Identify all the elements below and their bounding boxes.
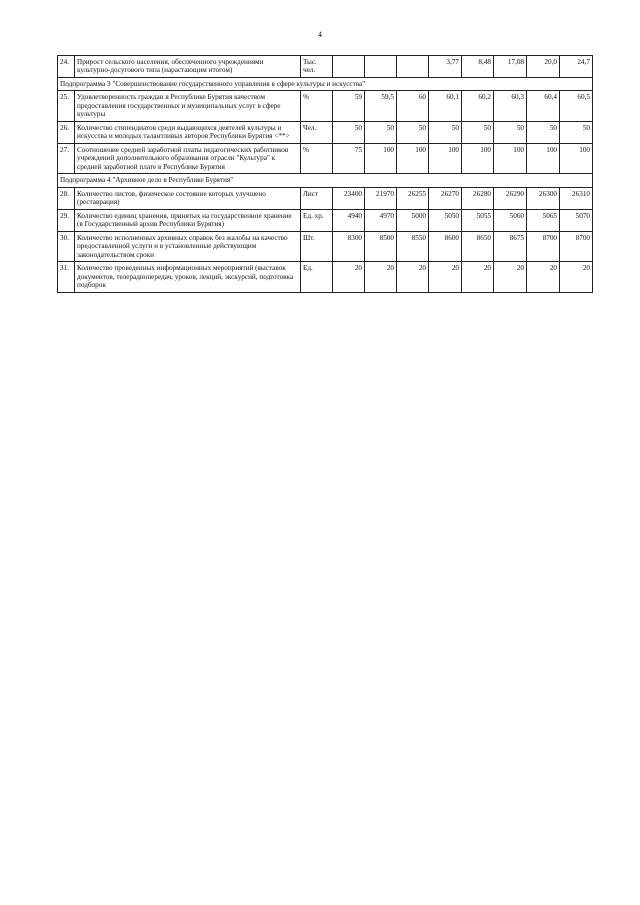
table-row bbox=[58, 187, 593, 209]
value-cell: 100 bbox=[527, 143, 560, 173]
value-cell bbox=[365, 56, 397, 78]
value-cell: 5070 bbox=[560, 209, 593, 231]
value-cell: 60,1 bbox=[429, 91, 462, 121]
value-cell: 100 bbox=[560, 143, 593, 173]
table-row bbox=[58, 231, 593, 261]
row-number: 26. bbox=[58, 121, 75, 143]
indicator-name: Количество исполненных архивных справок без жалобы на качество предоставленной услуги и в установленные действующим законодательством сроки bbox=[75, 231, 301, 261]
value-cell: 5055 bbox=[462, 209, 494, 231]
value-cell: 100 bbox=[494, 143, 527, 173]
value-cell: 26255 bbox=[397, 187, 429, 209]
value-cell: 8700 bbox=[560, 231, 593, 261]
table-row bbox=[58, 56, 593, 78]
page-number: 4 bbox=[318, 30, 322, 39]
value-cell: 20 bbox=[429, 262, 462, 292]
indicator-name: Количество проведенных информационных мероприятий (выставок документов, телерадиопередач, уроков, лекций, экскурсий, подготовка подборок bbox=[75, 262, 301, 292]
value-cell: 20 bbox=[462, 262, 494, 292]
row-number: 29. bbox=[58, 209, 75, 231]
value-cell: 20 bbox=[560, 262, 593, 292]
table-row bbox=[58, 262, 593, 292]
table-row bbox=[58, 121, 593, 143]
unit-cell: Чел. bbox=[301, 121, 333, 143]
indicator-name: Прирост сельского населения, обеспеченного учреждениями культурно-досугового типа (нарастающим итогом) bbox=[75, 56, 301, 78]
subprogram-row bbox=[58, 77, 593, 90]
value-cell: 20 bbox=[333, 262, 365, 292]
indicator-name: Количество единиц хранения, принятых на государственное хранение (в Государственный архив Республики Бурятия) bbox=[75, 209, 301, 231]
value-cell: 3,77 bbox=[429, 56, 462, 78]
row-number: 31. bbox=[58, 262, 75, 292]
table-row bbox=[58, 143, 593, 173]
value-cell: 60 bbox=[397, 91, 429, 121]
value-cell: 20 bbox=[397, 262, 429, 292]
value-cell: 5060 bbox=[494, 209, 527, 231]
value-cell bbox=[333, 56, 365, 78]
value-cell: 20 bbox=[365, 262, 397, 292]
value-cell: 50 bbox=[462, 121, 494, 143]
value-cell: 8500 bbox=[365, 231, 397, 261]
subprogram-row bbox=[58, 174, 593, 187]
value-cell: 5050 bbox=[429, 209, 462, 231]
value-cell: 26300 bbox=[527, 187, 560, 209]
subprogram-title: Подпрограмма 4 "Архивное дело в Республике Бурятия" bbox=[58, 174, 593, 187]
value-cell bbox=[397, 56, 429, 78]
unit-cell: % bbox=[301, 91, 333, 121]
value-cell: 59,5 bbox=[365, 91, 397, 121]
value-cell: 50 bbox=[560, 121, 593, 143]
value-cell: 50 bbox=[494, 121, 527, 143]
value-cell: 8300 bbox=[333, 231, 365, 261]
row-number: 25. bbox=[58, 91, 75, 121]
row-number: 24. bbox=[58, 56, 75, 78]
value-cell: 75 bbox=[333, 143, 365, 173]
table-row bbox=[58, 209, 593, 231]
value-cell: 8,48 bbox=[462, 56, 494, 78]
value-cell: 17,08 bbox=[494, 56, 527, 78]
value-cell: 59 bbox=[333, 91, 365, 121]
value-cell: 26270 bbox=[429, 187, 462, 209]
value-cell: 100 bbox=[429, 143, 462, 173]
value-cell: 20 bbox=[494, 262, 527, 292]
unit-cell: Ед. хр. bbox=[301, 209, 333, 231]
value-cell: 23400 bbox=[333, 187, 365, 209]
value-cell: 20,0 bbox=[527, 56, 560, 78]
value-cell: 100 bbox=[397, 143, 429, 173]
value-cell: 50 bbox=[397, 121, 429, 143]
value-cell: 8650 bbox=[462, 231, 494, 261]
subprogram-title: Подпрограмма 3 "Совершенствование государственного управления в сфере культуры и искусства" bbox=[58, 77, 593, 90]
value-cell: 4970 bbox=[365, 209, 397, 231]
unit-cell: % bbox=[301, 143, 333, 173]
value-cell: 26290 bbox=[494, 187, 527, 209]
value-cell: 50 bbox=[429, 121, 462, 143]
value-cell: 50 bbox=[527, 121, 560, 143]
table-row bbox=[58, 91, 593, 121]
unit-cell: Лист bbox=[301, 187, 333, 209]
indicator-name: Количество стипендиатов среди выдающихся деятелей культуры и искусства и молодых талантливых авторов Республики Бурятия <**> bbox=[75, 121, 301, 143]
value-cell: 8600 bbox=[429, 231, 462, 261]
value-cell: 4940 bbox=[333, 209, 365, 231]
value-cell: 5065 bbox=[527, 209, 560, 231]
value-cell: 60,3 bbox=[494, 91, 527, 121]
value-cell: 8675 bbox=[494, 231, 527, 261]
value-cell: 100 bbox=[365, 143, 397, 173]
value-cell: 50 bbox=[365, 121, 397, 143]
value-cell: 60,4 bbox=[527, 91, 560, 121]
value-cell: 100 bbox=[462, 143, 494, 173]
row-number: 28. bbox=[58, 187, 75, 209]
value-cell: 24,7 bbox=[560, 56, 593, 78]
unit-cell: Шт. bbox=[301, 231, 333, 261]
value-cell: 60,5 bbox=[560, 91, 593, 121]
unit-cell: Тыс. чел. bbox=[301, 56, 333, 78]
value-cell: 21970 bbox=[365, 187, 397, 209]
value-cell: 8550 bbox=[397, 231, 429, 261]
value-cell: 20 bbox=[527, 262, 560, 292]
row-number: 30. bbox=[58, 231, 75, 261]
value-cell: 50 bbox=[333, 121, 365, 143]
unit-cell: Ед. bbox=[301, 262, 333, 292]
indicators-table bbox=[57, 55, 593, 293]
indicator-name: Удовлетворенность граждан в Республике Бурятия качеством предоставления государственных и муниципальных услуг в сфере культуры bbox=[75, 91, 301, 121]
indicator-name: Количество листов, физическое состояние которых улучшено (реставрация) bbox=[75, 187, 301, 209]
value-cell: 5000 bbox=[397, 209, 429, 231]
value-cell: 26310 bbox=[560, 187, 593, 209]
indicator-name: Соотношение средней заработной платы педагогических работников учреждений дополнительного образования отрасли "Культура" к средней заработной плате в Республике Бурятия bbox=[75, 143, 301, 173]
value-cell: 26280 bbox=[462, 187, 494, 209]
value-cell: 60,2 bbox=[462, 91, 494, 121]
value-cell: 8700 bbox=[527, 231, 560, 261]
row-number: 27. bbox=[58, 143, 75, 173]
